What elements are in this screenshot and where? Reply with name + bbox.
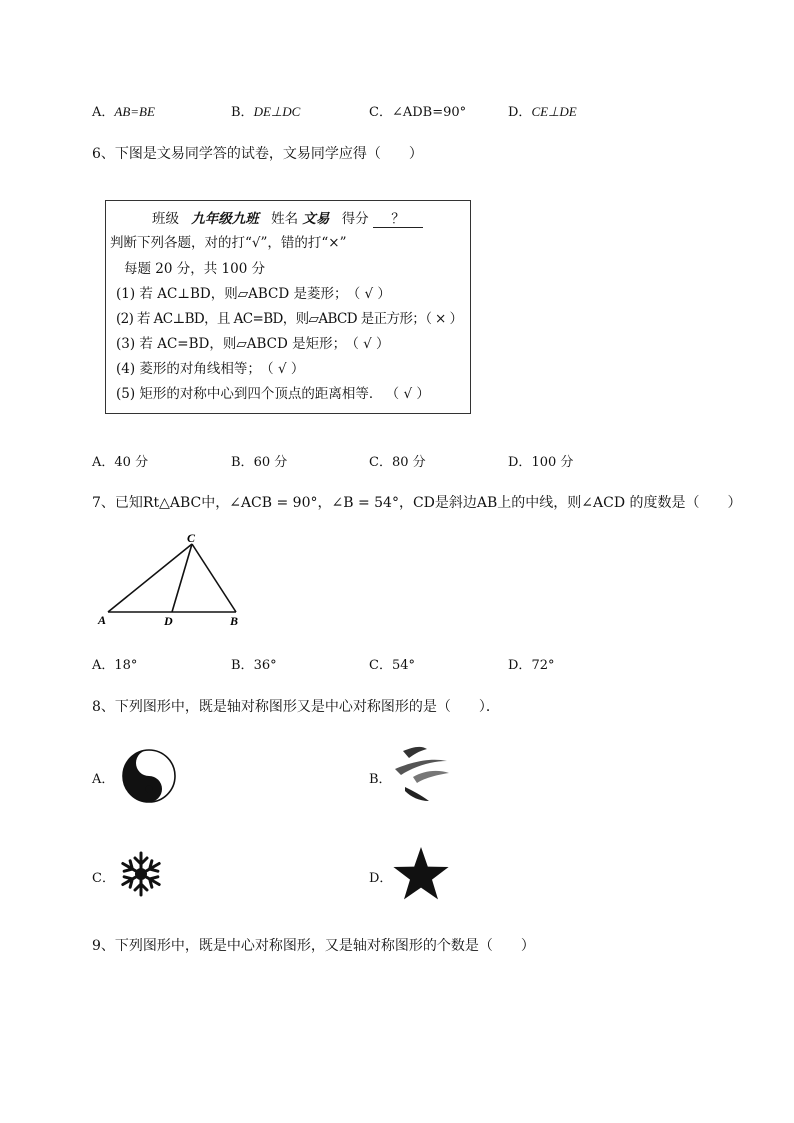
q6-option-d: D．100 分 xyxy=(508,455,574,470)
q7-option-a: A．18° xyxy=(92,658,138,673)
q6-stem: 6、下图是文易同学答的试卷，文易同学应得（ ） xyxy=(92,146,423,162)
q5-option-b: B．DE⊥DC xyxy=(231,104,301,120)
q8-option-d-label: D． xyxy=(369,871,393,886)
q7-option-c: C．54° xyxy=(369,658,415,673)
label-b: B xyxy=(230,614,239,628)
card-instruction: 判断下列各题，对的打“√”，错的打“×” xyxy=(110,235,347,251)
q5-option-c: C．∠ADB=90° xyxy=(369,105,467,120)
q6-option-c: C．80 分 xyxy=(369,455,426,470)
q8-stem: 8、下列图形中，既是轴对称图形又是中心对称图形的是（ ）． xyxy=(92,699,500,715)
star-icon xyxy=(390,845,452,903)
segment-cb xyxy=(192,544,236,612)
card-item-3: (3) 若 AC=BD，则▱ABCD 是矩形； （ √ ） xyxy=(116,336,390,352)
q7-triangle-figure xyxy=(96,532,246,628)
q5-option-d: D．CE⊥DE xyxy=(508,104,577,120)
card-item-4: (4) 菱形的对角线相等； （ √ ） xyxy=(116,361,305,377)
card-item-5: (5) 矩形的对称中心到四个顶点的距离相等． （ √ ） xyxy=(116,386,430,402)
q6-option-b: B．60 分 xyxy=(231,455,288,470)
q8-option-c-label: C． xyxy=(92,871,115,886)
q7-option-d: D．72° xyxy=(508,658,555,673)
label-c: C xyxy=(187,532,196,545)
card-item-2: (2) 若 AC⊥BD，且 AC=BD，则▱ABCD 是正方形；（ × ） xyxy=(116,311,463,327)
swoosh-icon xyxy=(391,743,453,807)
yin-yang-icon xyxy=(121,748,177,804)
segment-cd xyxy=(172,544,192,612)
q9-stem: 9、下列图形中，既是中心对称图形，又是轴对称图形的个数是（ ） xyxy=(92,938,535,954)
q8-option-a-label: A． xyxy=(92,772,115,787)
answer-sheet-image xyxy=(105,200,471,414)
q5-option-a: A．AB=BE xyxy=(92,104,155,120)
q7-option-b: B．36° xyxy=(231,658,277,673)
card-item-1: (1) 若 AC⊥BD，则▱ABCD 是菱形； （ √ ） xyxy=(116,286,391,302)
card-points: 每题 20 分，共 100 分 xyxy=(124,261,266,277)
q7-stem: 7、已知Rt△ABC中，∠ACB = 90°，∠B = 54°，CD是斜边AB上的中线，则∠ACD 的度数是（ ） xyxy=(92,495,742,511)
label-d: D xyxy=(164,614,173,628)
snowflake-icon xyxy=(117,850,165,898)
q6-option-a: A．40 分 xyxy=(92,455,149,470)
card-header: 班级 九年级九班 姓名 文易 得分 ？ xyxy=(152,207,423,228)
segment-ac xyxy=(108,544,192,612)
q8-option-b-label: B． xyxy=(369,772,392,787)
label-a: A xyxy=(98,613,107,627)
